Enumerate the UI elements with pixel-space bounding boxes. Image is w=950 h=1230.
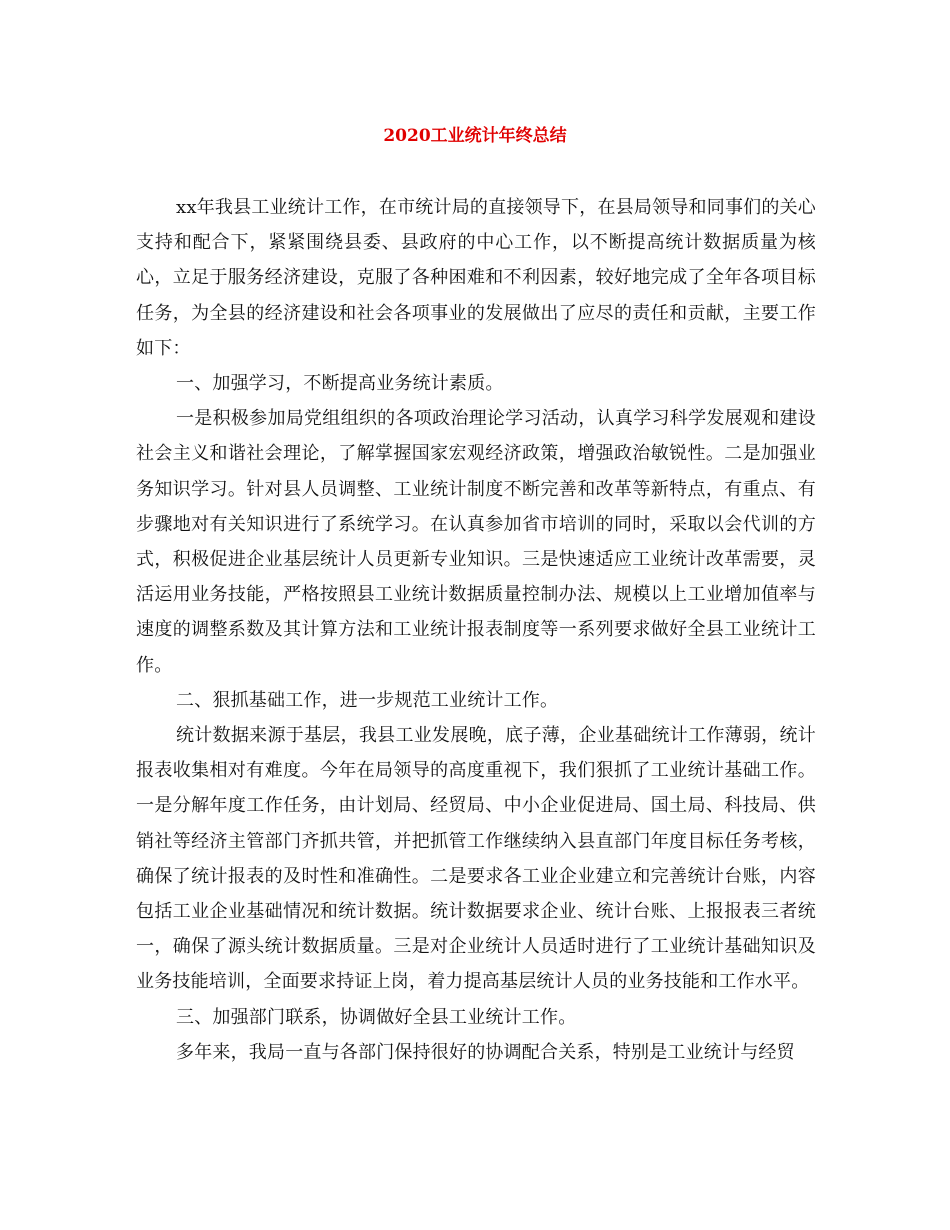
paragraph-section-1: 一是积极参加局党组组织的各项政治理论学习活动，认真学习科学发展观和建设社会主义和谐社会理论，了解掌握国家宏观经济政策，增强政治敏锐性。二是加强业务知识学习。针对县人员调整、工业统计制度不断完善和改革等新特点，有重点、有步骤地对有关知识进行了系统学习。在认真参加省市培训的同时，采取以会代训的方式，积极促进企业基层统计人员更新专业知识。三是快速适应工业统计改革需要，灵活运用业务技能，严格按照县工业统计数据质量控制办法、规模以上工业增加值率与速度的调整系数及其计算方法和工业统计报表制度等一系列要求做好全县工业统计工作。 xyxy=(136,408,816,676)
section-heading-3: 三、加强部门联系，协调做好全县工业统计工作。 xyxy=(176,1006,577,1028)
section-heading-2: 二、狠抓基础工作，进一步规范工业统计工作。 xyxy=(176,689,559,711)
paragraph-section-2: 统计数据来源于基层，我县工业发展晚，底子薄，企业基础统计工作薄弱，统计报表收集相对有难度。今年在局领导的高度重视下，我们狠抓了工业统计基础工作。一是分解年度工作任务，由计划局、经贸局、中小企业促进局、国土局、科技局、供销社等经济主管部门齐抓共管，并把抓管工作继续纳入县直部门年度目标任务考核，确保了统计报表的及时性和准确性。二是要求各工业企业建立和完善统计台账，内容包括工业企业基础情况和统计数据。统计数据要求企业、统计台账、上报报表三者统一，确保了源头统计数据质量。三是对企业统计人员适时进行了工业统计基础知识及业务技能培训，全面要求持证上岗，着力提高基层统计人员的业务技能和工作水平。 xyxy=(136,725,816,993)
document-body xyxy=(136,190,816,1070)
paragraph-section-3: 多年来，我局一直与各部门保持很好的协调配合关系，特别是工业统计与经贸 xyxy=(176,1041,795,1063)
document-title: 2020工业统计年终总结 xyxy=(383,126,567,146)
section-heading-1: 一、加强学习，不断提高业务统计素质。 xyxy=(176,373,504,395)
paragraph-intro: xx年我县工业统计工作，在市统计局的直接领导下，在县局领导和同事们的关心支持和配合下，紧紧围绕县委、县政府的中心工作，以不断提高统计数据质量为核心，立足于服务经济建设，克服了各种困难和不利因素，较好地完成了全年各项目标任务，为全县的经济建设和社会各项事业的发展做出了应尽的责任和贡献，主要工作如下： xyxy=(136,197,816,359)
